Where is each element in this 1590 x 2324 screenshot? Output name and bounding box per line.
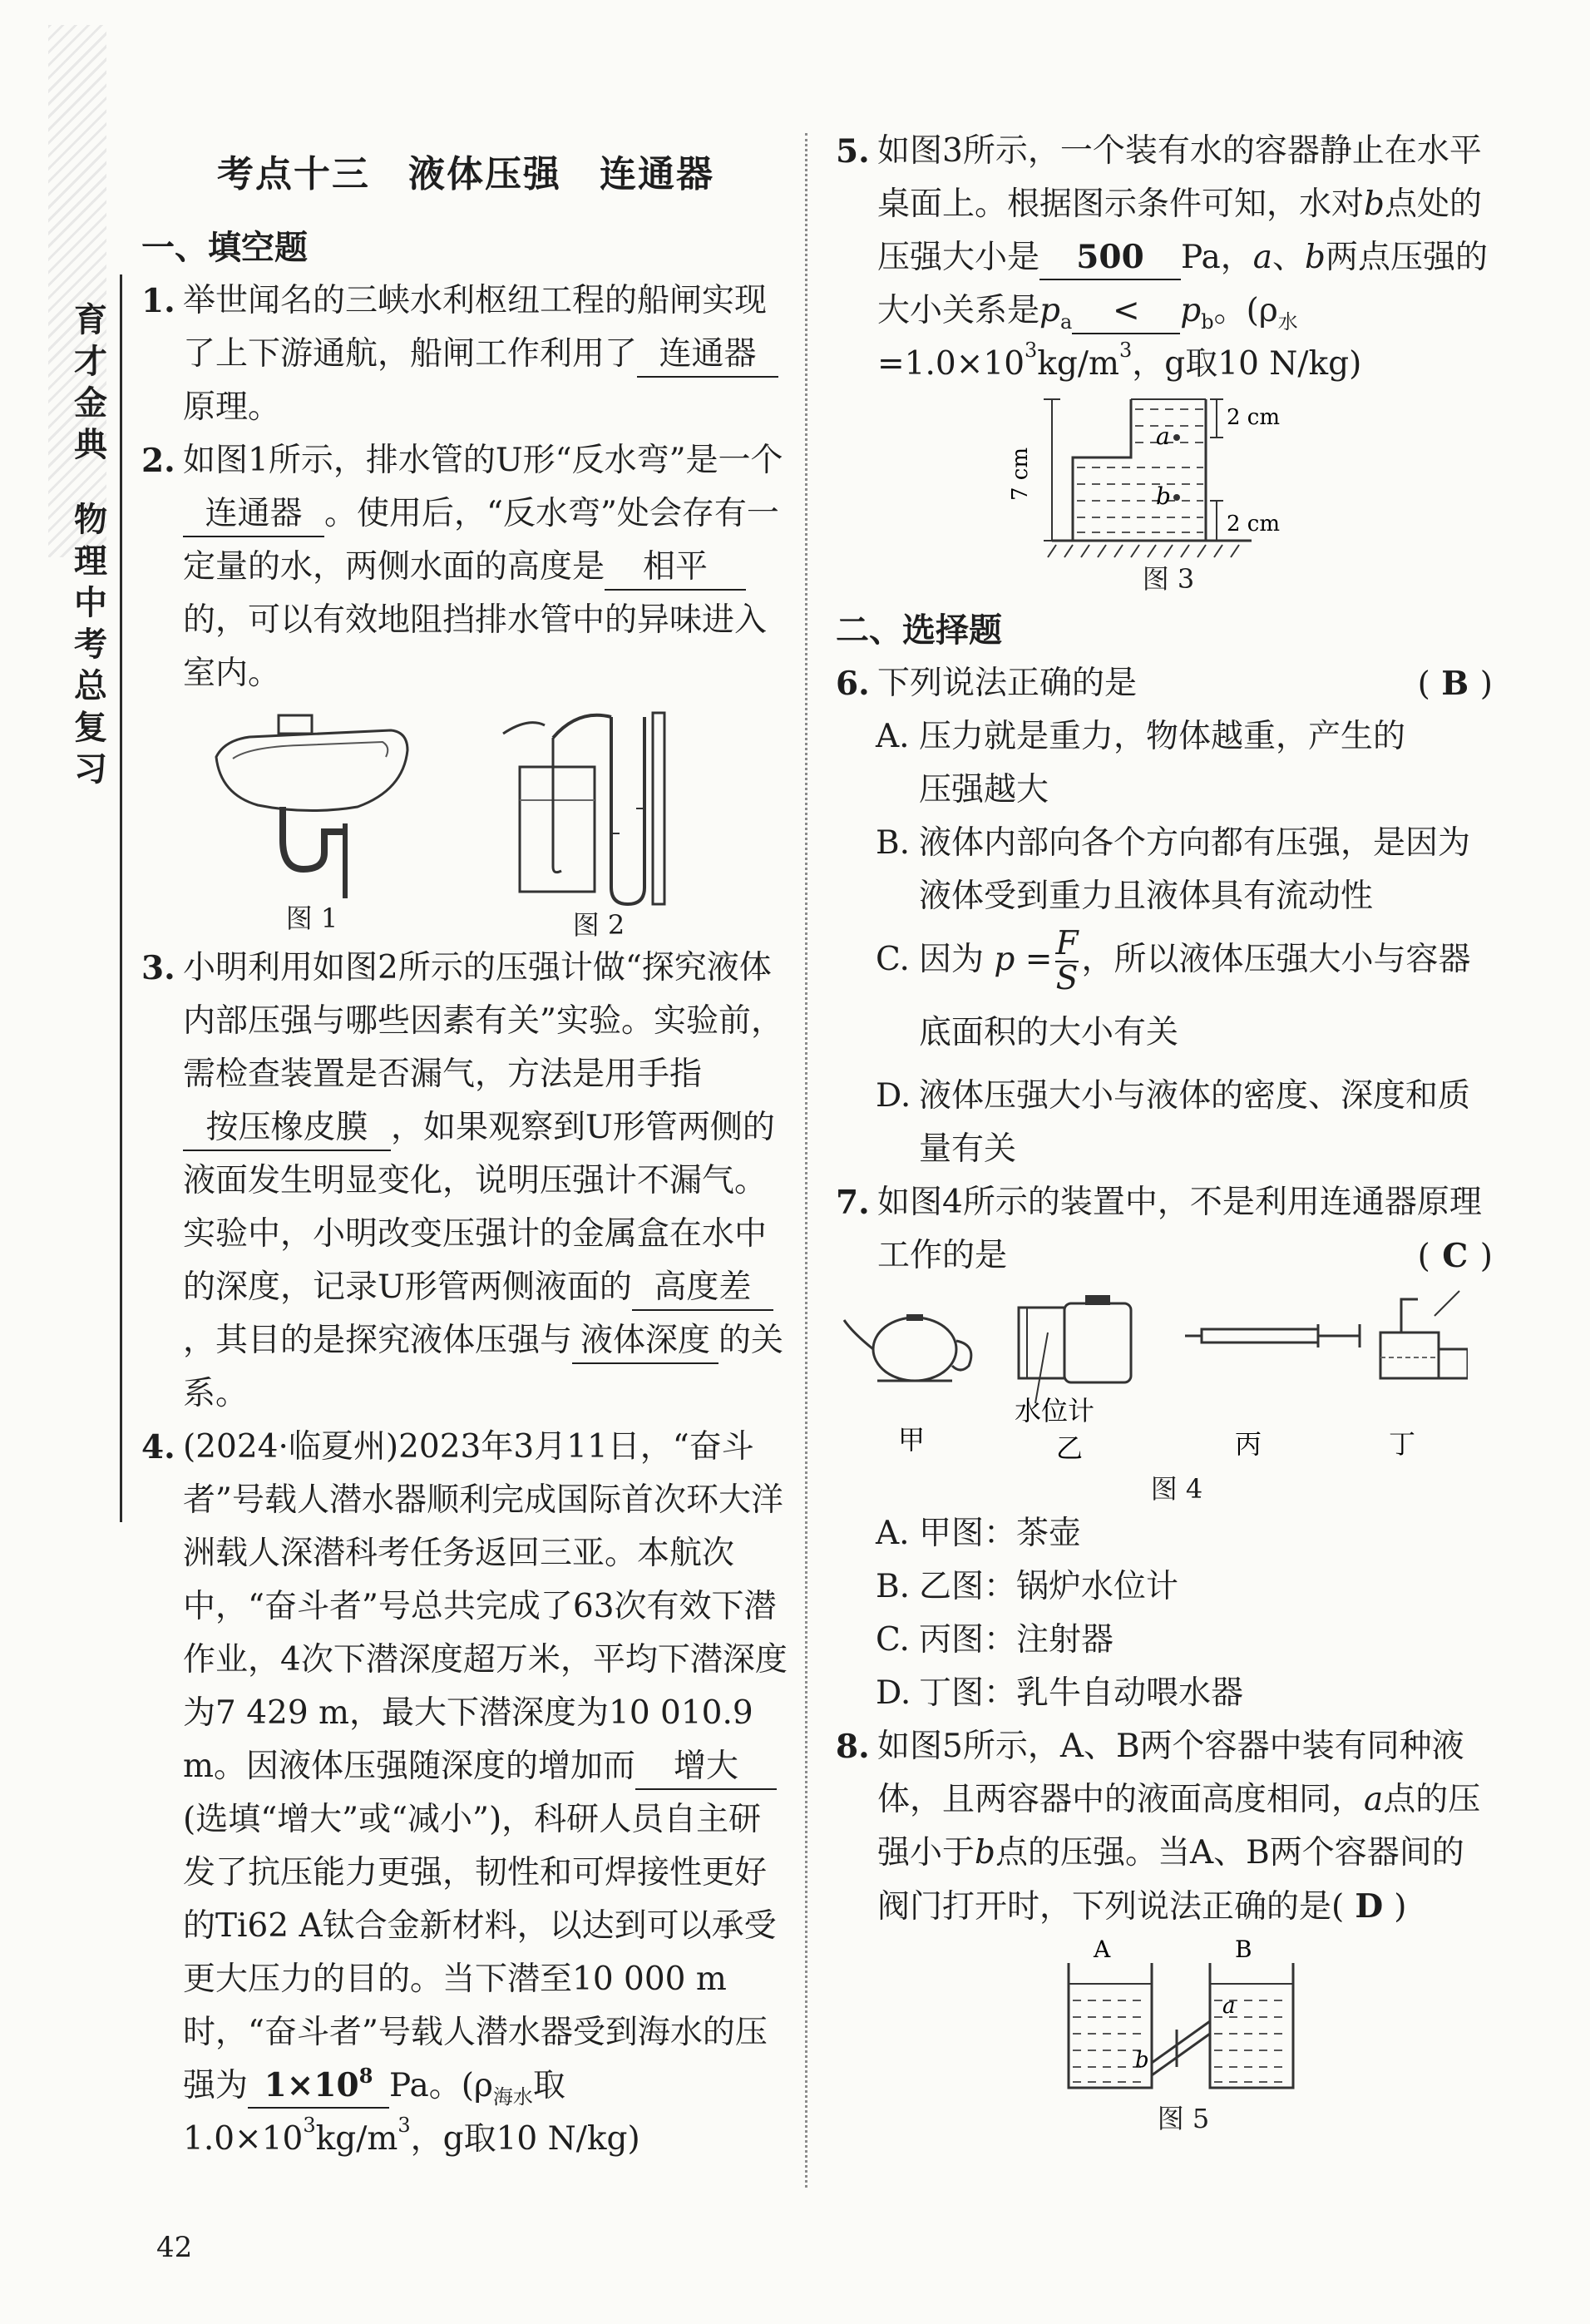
question-text: 举世闻名的三峡水利枢纽工程的船闸实现了上下游通航，船闸工作利用了 — [183, 282, 768, 373]
point-label: a — [1364, 1781, 1384, 1818]
question-number: 2. — [141, 442, 175, 480]
question-number: 1. — [141, 282, 175, 320]
symbol: p — [1039, 292, 1060, 329]
subscript: b — [1201, 309, 1214, 334]
answer-blank: 液体深度 — [572, 1319, 718, 1364]
side-series-char: 总 — [74, 667, 107, 705]
question-text: 的关系。 — [183, 1322, 784, 1412]
question-text: 如图3所示，一个装有水的容器静止在水平桌面上。根据图示条件可知，水对 — [877, 132, 1482, 223]
label-yi: 乙 — [1056, 1432, 1084, 1464]
question-text: 、 — [1272, 239, 1306, 276]
exponent: 3 — [398, 2114, 411, 2137]
side-series-char: 中 — [74, 584, 107, 622]
option-text: 因为 — [919, 941, 985, 978]
question-3 — [141, 942, 790, 1421]
question-text: 取1.0×10 — [183, 2067, 565, 2158]
question-text: ，g取10 N/kg) — [410, 2120, 640, 2158]
point-label: a — [1252, 239, 1273, 276]
question-text: 的，可以有效地阻挡排水管中的异味进入室内。 — [183, 601, 768, 692]
question-number: 7. — [836, 1184, 870, 1222]
figure-3 — [836, 391, 1493, 599]
question-text: 如图1所示，排水管的U形“反水弯”是一个 — [183, 442, 783, 479]
option-letter: A. — [876, 1515, 910, 1552]
answer-letter: D — [1355, 1887, 1384, 1926]
dim-bottom: 2 cm — [1227, 512, 1281, 536]
answer-blank: 500 — [1039, 235, 1181, 280]
question-text: (2024·临夏州)2023年3月11日，“奋斗者”号载人潜水器顺利完成国际首次环大洋洲载人深潜科考任务返回三亚。本航次中，“奋斗者”号总共完成了63次有效下潜作业，4次下潜深度超万米，平均下潜深度为7 429 m，最大下潜深度为10 010.9 m。因液体压强随深度的增加而 — [183, 1428, 788, 1785]
left-column — [141, 148, 790, 2166]
option-letter: B. — [876, 1568, 911, 1605]
question-text: 如图4所示的装置中，不是利用连通器原理工作的是 — [877, 1184, 1482, 1274]
column-divider — [805, 133, 807, 2188]
option-b — [836, 1560, 1493, 1614]
option-d — [836, 1070, 1493, 1176]
figure-5 — [836, 1934, 1493, 2142]
formula: p = — [994, 941, 1053, 978]
point-b: b — [1156, 482, 1171, 510]
answer-blank: 增大 — [635, 1745, 777, 1790]
numerator: F — [1055, 925, 1079, 962]
option-letter: B. — [876, 824, 911, 862]
dim-top: 2 cm — [1227, 405, 1281, 430]
answer-blank: < — [1072, 289, 1180, 334]
point-a: a — [1222, 1994, 1236, 2019]
answer-blank: 高度差 — [632, 1266, 773, 1311]
figure-5-connected-containers — [1060, 1934, 1310, 2100]
answer-letter: B — [1441, 665, 1469, 703]
point-label: b — [975, 1834, 995, 1872]
question-text: 小明利用如图2所示的压强计做“探究液体内部压强与哪些因素有关”实验。实验前，需检查装置是否漏气，方法是用手指 — [183, 949, 783, 1093]
answer-choice: ( D ) — [1331, 1888, 1406, 1926]
side-book-char: 典 — [74, 426, 107, 464]
question-text: ，其目的是探究液体压强与 — [183, 1322, 573, 1359]
answer-exponent: 8 — [358, 2064, 373, 2088]
side-series-title — [73, 299, 108, 790]
option-letter: D. — [876, 1674, 911, 1712]
section-heading-fill-in: 一、填空题 — [141, 229, 308, 267]
question-text: 点处的压强大小是 — [877, 185, 1482, 276]
answer-value: 1×10 — [264, 2066, 359, 2104]
side-series-char: 理 — [74, 542, 107, 581]
option-text: 丁图：乳牛自动喂水器 — [919, 1674, 1244, 1712]
side-series-char: 复 — [74, 709, 107, 747]
teapot-icon — [844, 1314, 971, 1381]
answer-blank: 连通器 — [183, 492, 324, 537]
subscript: a — [1059, 309, 1073, 334]
option-a — [836, 1507, 1493, 1560]
option-letter: D. — [876, 1077, 911, 1115]
point-label: b — [1364, 185, 1385, 223]
figure-1-caption: 图 1 — [285, 902, 338, 934]
right-column — [836, 125, 1493, 2142]
question-number: 5. — [836, 132, 870, 171]
question-text: Pa， — [1181, 239, 1253, 276]
question-number: 6. — [836, 665, 870, 703]
answer-choice: ( C ) — [1418, 1229, 1493, 1283]
question-text: 原理。 — [183, 388, 281, 426]
side-series-char: 物 — [74, 501, 107, 539]
question-text: 两点压强的大小关系是 — [877, 239, 1489, 329]
option-d — [836, 1667, 1493, 1720]
option-text: 液体压强大小与液体的密度、深度和质量有关 — [919, 1077, 1471, 1168]
point-a: a — [1156, 423, 1170, 450]
dim-7cm: 7 cm — [1008, 447, 1033, 502]
figure-2-pressure-gauge — [495, 700, 711, 908]
side-book-char: 育 — [74, 301, 107, 339]
question-text: 下列说法正确的是 — [877, 665, 1138, 702]
answer-blank: 相平 — [605, 546, 746, 591]
question-text: 点的压强小于 — [877, 1781, 1481, 1872]
answer-blank — [248, 2064, 389, 2109]
option-text: 液体内部向各个方向都有压强，是因为液体受到重力且液体具有流动性 — [919, 824, 1471, 915]
option-text: 乙图：锅炉水位计 — [919, 1568, 1179, 1605]
option-letter: A. — [876, 718, 910, 755]
answer-letter: C — [1442, 1237, 1469, 1275]
side-rule — [120, 274, 122, 1522]
label-B: B — [1235, 1936, 1252, 1963]
question-text: 。(ρ — [1213, 292, 1278, 329]
question-1 — [141, 274, 790, 434]
question-5 — [836, 125, 1493, 391]
side-series-char: 考 — [74, 626, 107, 664]
question-7 — [836, 1176, 1493, 1283]
exponent: 3 — [303, 2114, 316, 2137]
page-number: 42 — [156, 2231, 193, 2264]
label-A: A — [1094, 1936, 1111, 1963]
option-b — [836, 817, 1493, 923]
option-letter: C. — [876, 1621, 910, 1659]
answer-choice: ( B ) — [1418, 657, 1493, 711]
option-a — [836, 710, 1493, 817]
figure-4-caption: 图 4 — [1150, 1473, 1203, 1505]
point-b: b — [1135, 2048, 1149, 2073]
option-letter: C. — [876, 941, 910, 978]
denominator: S — [1055, 960, 1079, 997]
cattle-feeder-icon — [1380, 1291, 1468, 1378]
question-text: kg/m — [1037, 345, 1120, 383]
question-text: ，g取10 N/kg) — [1132, 345, 1362, 383]
question-6 — [836, 657, 1493, 710]
question-text: =1.0×10 — [877, 345, 1025, 383]
figure-3-container — [1002, 391, 1351, 566]
side-book-char: 金 — [74, 384, 107, 423]
figure-5-caption: 图 5 — [1157, 2103, 1210, 2134]
question-number: 8. — [836, 1728, 870, 1766]
exponent: 3 — [1025, 339, 1038, 362]
syringe-icon — [1185, 1324, 1360, 1347]
subscript: 水 — [1277, 309, 1298, 334]
figure-3-caption: 图 3 — [1142, 563, 1195, 595]
label-bing: 丙 — [1235, 1428, 1262, 1460]
option-c — [836, 923, 1493, 1070]
question-8 — [836, 1720, 1493, 1934]
figure-2-caption: 图 2 — [572, 909, 625, 941]
option-text: ，所以液体压强大小与容器底面积的大小有关 — [919, 941, 1471, 1051]
question-number: 3. — [141, 949, 175, 987]
label-ding: 丁 — [1389, 1428, 1416, 1460]
question-text: 。使用后，“反水弯”处会存有一定量的水，两侧水面的高度是 — [183, 495, 779, 586]
option-text: 丙图：注射器 — [919, 1621, 1114, 1659]
question-text: ，如果观察到U形管两侧的液面发生明显变化，说明压强计不漏气。实验中，小明改变压强计的金属盒在水中的深度，记录U形管两侧液面的 — [183, 1109, 775, 1306]
figures-1-2 — [141, 700, 790, 942]
question-text: 点的压强。当A、B两个容器间的阀门打开时，下列说法正确的是 — [877, 1834, 1464, 1926]
figure-4 — [836, 1283, 1493, 1507]
option-text: 压力就是重力，物体越重，产生的压强越大 — [919, 718, 1406, 808]
side-book-char: 才 — [74, 343, 107, 381]
exponent: 3 — [1119, 339, 1133, 362]
label-jia: 甲 — [898, 1424, 926, 1456]
point-label: b — [1305, 239, 1326, 276]
question-2 — [141, 434, 790, 700]
option-text: 甲图：茶壶 — [919, 1515, 1082, 1552]
option-c — [836, 1614, 1493, 1667]
answer-blank: 连通器 — [637, 333, 778, 378]
question-number: 4. — [141, 1428, 175, 1466]
question-4 — [141, 1421, 790, 2166]
subscript: 海水 — [492, 2084, 533, 2109]
fraction — [1055, 927, 1078, 996]
question-text: 如图5所示，A、B两个容器中装有同种液体，且两容器中的液面高度相同， — [877, 1728, 1464, 1818]
page-title: 考点十三 液体压强 连通器 — [217, 153, 714, 195]
question-text: Pa。(ρ — [389, 2067, 493, 2104]
answer-blank: 按压橡皮膜 — [183, 1106, 391, 1151]
boiler-gauge-icon — [1019, 1295, 1131, 1403]
question-text: kg/m — [315, 2120, 398, 2158]
side-series-char: 习 — [74, 750, 107, 789]
figure-1-sink — [200, 707, 416, 898]
label-water-gauge: 水位计 — [1015, 1395, 1095, 1427]
section-heading-choice: 二、选择题 — [836, 611, 1002, 650]
question-text: (选填“增大”或“减小”)，科研人员自主研发了抗压能力更强，韧性和可焊接性更好的Ti62 A钛合金新材料，以达到可以承受更大压力的目的。当下潜至10 000 m时，“奋斗者”号载人潜水器受到海水的压强为 — [183, 1801, 777, 2104]
symbol: p — [1180, 292, 1202, 329]
